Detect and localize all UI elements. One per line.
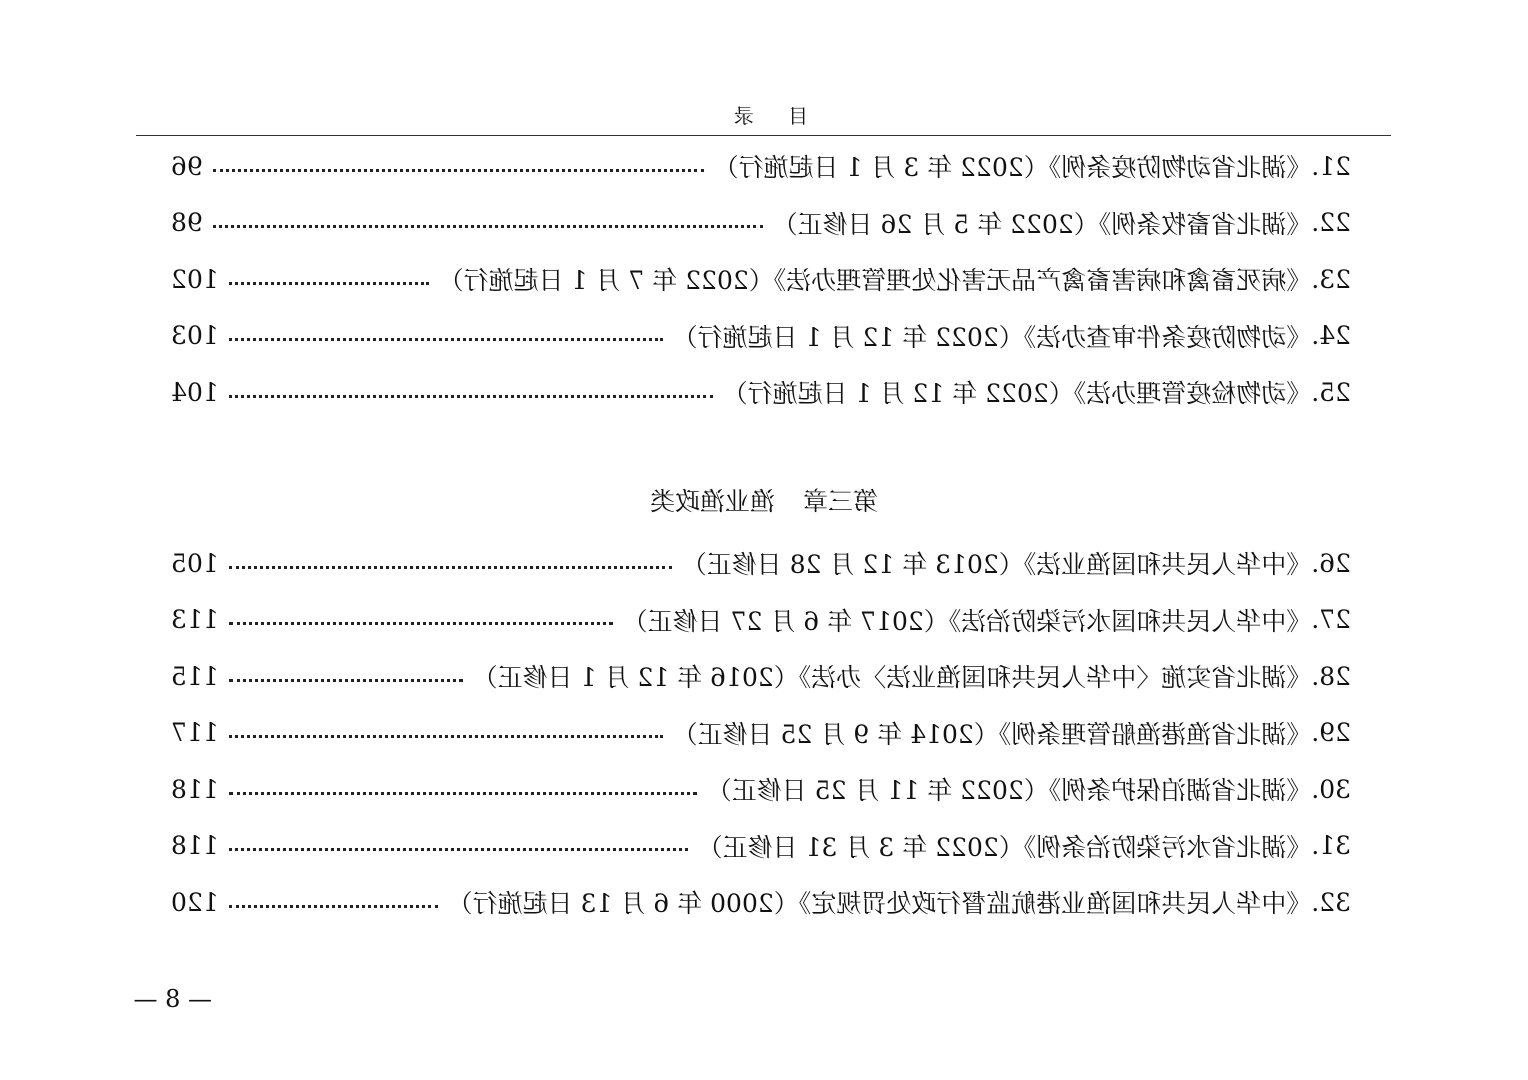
header-divider bbox=[136, 135, 1391, 136]
toc-entry-page: 98 bbox=[171, 208, 203, 238]
toc-entry-title: 《湖北省动物防疫条例》（2022 年 3 月 1 日起施行） bbox=[713, 153, 1312, 183]
toc-entry-title: 《中华人民共和国渔业法》（2013 年 12 月 28 日修正） bbox=[681, 550, 1312, 580]
dot-leader bbox=[213, 225, 763, 228]
dot-leader bbox=[229, 792, 697, 795]
header-title: 目 录 bbox=[719, 104, 809, 128]
toc-entry-page: 104 bbox=[171, 377, 219, 407]
toc-entry-number: 23. bbox=[1311, 264, 1351, 294]
dot-leader bbox=[229, 338, 663, 341]
toc-entry-number: 27. bbox=[1311, 605, 1351, 635]
page-number: — 8 — bbox=[133, 985, 212, 1013]
toc-entry-title: 《中华人民共和国渔业港航监督行政处罚规定》（2000 年 6 月 13 日起施行） bbox=[447, 889, 1312, 919]
dot-leader bbox=[229, 679, 463, 682]
toc-entry bbox=[171, 364, 1351, 421]
toc-entry-title: 《动物防疫条件审查办法》（2022 年 12 月 1 日起施行） bbox=[672, 322, 1312, 352]
toc-entry bbox=[171, 308, 1351, 365]
toc-entry-title: 《湖北省渔港渔船管理条例》（2014 年 9 月 25 日修正） bbox=[672, 719, 1312, 749]
toc-entry bbox=[171, 705, 1351, 762]
toc-entry-number: 31. bbox=[1311, 831, 1351, 861]
toc-entry-page: 118 bbox=[171, 774, 219, 804]
toc-entry bbox=[171, 874, 1351, 931]
toc-entry-title: 《中华人民共和国水污染防治法》（2017 年 6 月 27 日修正） bbox=[622, 606, 1312, 636]
toc-list bbox=[171, 535, 1351, 931]
toc-entry-page: 96 bbox=[171, 151, 203, 181]
toc-entry-page: 115 bbox=[171, 661, 219, 691]
toc-entry-page: 103 bbox=[171, 321, 219, 351]
dot-leader bbox=[229, 905, 438, 908]
toc-entry-page: 105 bbox=[171, 548, 219, 578]
dot-leader bbox=[229, 282, 429, 285]
toc-entry-number: 22. bbox=[1311, 208, 1351, 238]
toc-list bbox=[171, 138, 1351, 421]
chapter-heading bbox=[0, 485, 1528, 519]
toc-entry bbox=[171, 195, 1351, 252]
toc-entry-page: 118 bbox=[171, 831, 219, 861]
chapter-name: 渔业渔政类 bbox=[649, 487, 775, 516]
toc-entry-title: 《病死畜禽和病害畜禽产品无害化处理管理办法》（2022 年 7 月 1 日起施行） bbox=[438, 266, 1312, 296]
toc-entry-page: 120 bbox=[171, 887, 219, 917]
chapter-label: 第三章 bbox=[803, 487, 879, 516]
toc-entry-number: 30. bbox=[1311, 774, 1351, 804]
toc-entry bbox=[171, 818, 1351, 875]
toc-entry-number: 25. bbox=[1311, 377, 1351, 407]
toc-entry-page: 113 bbox=[171, 605, 219, 635]
toc-entry bbox=[171, 138, 1351, 195]
toc-entry bbox=[171, 648, 1351, 705]
toc-entry-title: 《湖北省湖泊保护条例》（2022 年 11 月 25 日修正） bbox=[706, 776, 1312, 806]
toc-entry-number: 29. bbox=[1311, 718, 1351, 748]
toc-entry-page: 102 bbox=[171, 264, 219, 294]
dot-leader bbox=[229, 848, 688, 851]
toc-entry-title: 《湖北省水污染防治条例》（2022 年 3 月 31 日修正） bbox=[697, 832, 1312, 862]
toc-entry-title: 《湖北省实施〈中华人民共和国渔业法〉办法》（2016 年 12 月 1 日修正） bbox=[472, 663, 1312, 693]
dot-leader bbox=[229, 395, 713, 398]
toc-entry bbox=[171, 251, 1351, 308]
dot-leader bbox=[213, 169, 704, 172]
toc-entry bbox=[171, 761, 1351, 818]
toc-entry-number: 24. bbox=[1311, 321, 1351, 351]
toc-entry-number: 32. bbox=[1311, 887, 1351, 917]
toc-entry bbox=[171, 535, 1351, 592]
toc-entry-page: 117 bbox=[171, 718, 219, 748]
toc-entry-number: 28. bbox=[1311, 661, 1351, 691]
dot-leader bbox=[229, 566, 672, 569]
toc-entry-number: 26. bbox=[1311, 548, 1351, 578]
dot-leader bbox=[229, 622, 613, 625]
toc-entry bbox=[171, 592, 1351, 649]
toc-entry-title: 《湖北省畜牧条例》（2022 年 5 月 26 日修正） bbox=[772, 209, 1312, 239]
toc-entry-number: 21. bbox=[1311, 151, 1351, 181]
toc-entry-title: 《动物检疫管理办法》（2022 年 12 月 1 日起施行） bbox=[722, 379, 1312, 409]
dot-leader bbox=[229, 735, 663, 738]
